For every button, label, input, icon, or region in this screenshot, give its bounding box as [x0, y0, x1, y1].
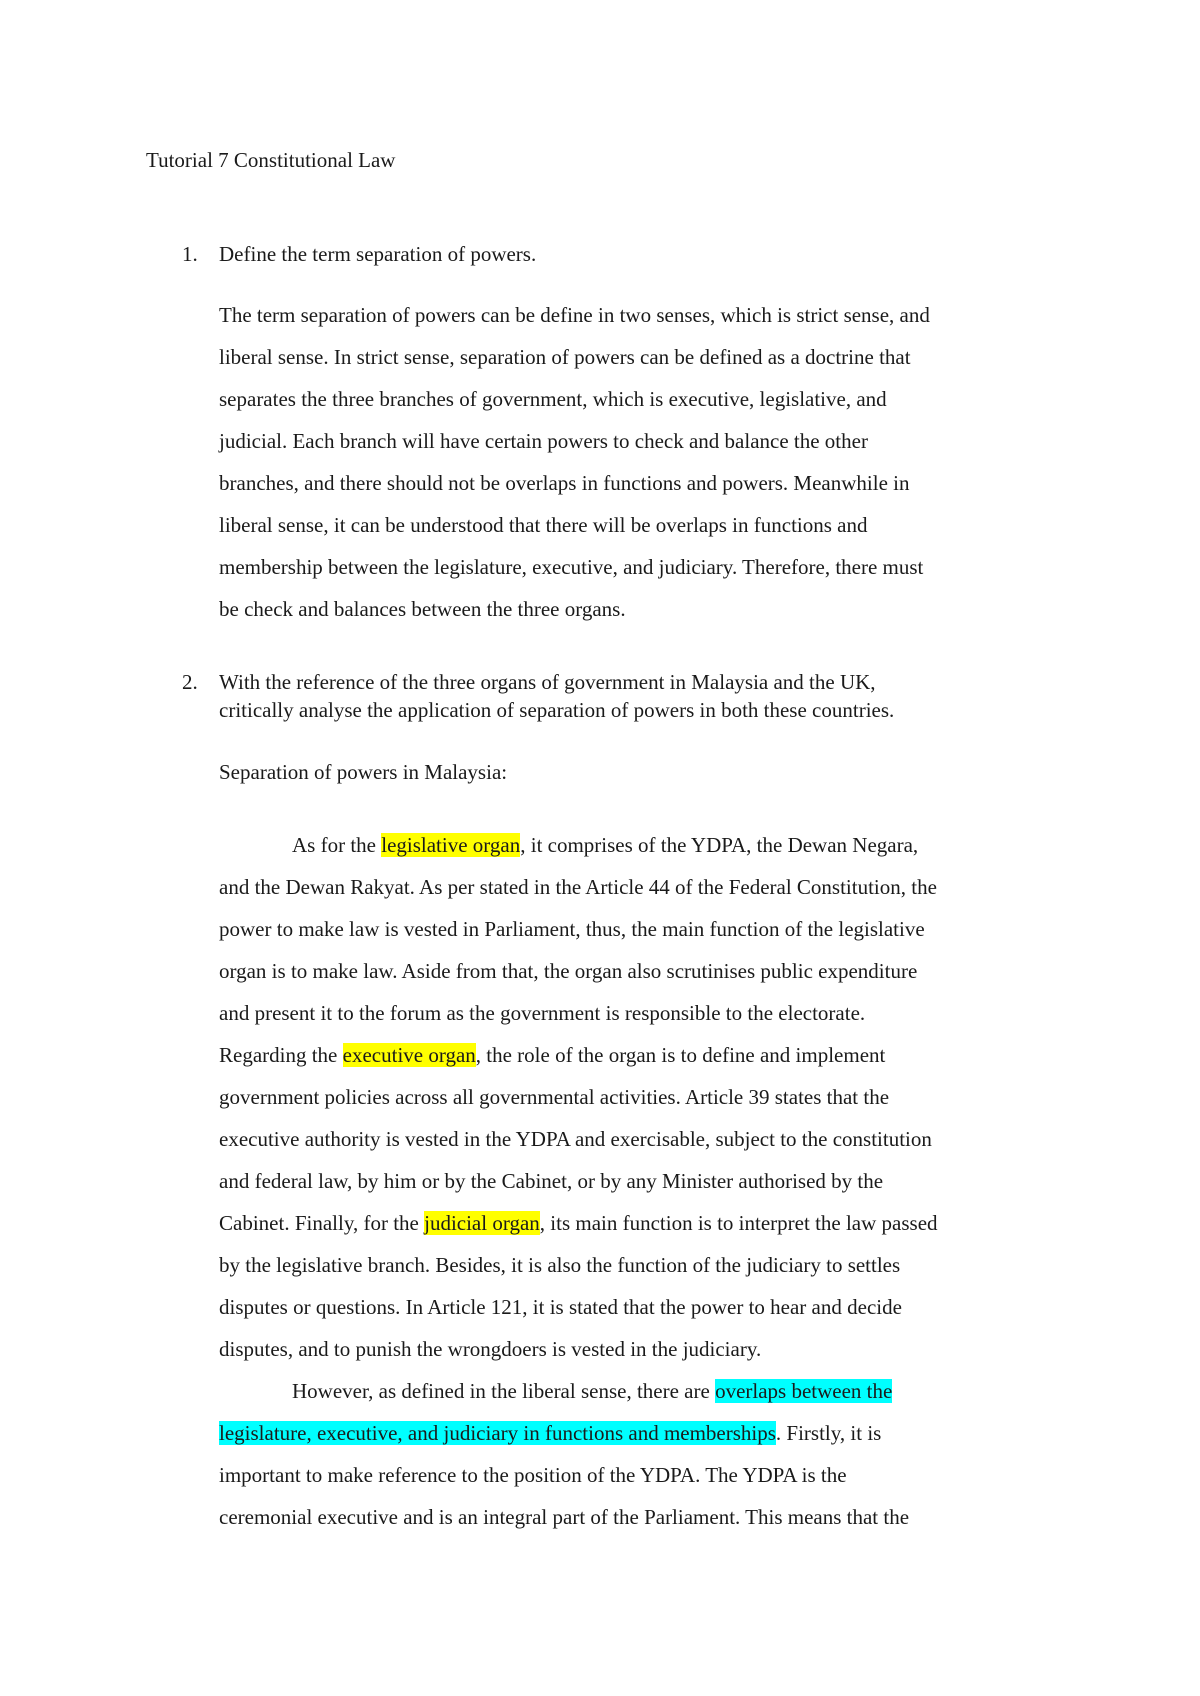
- document-title: Tutorial 7 Constitutional Law: [146, 148, 396, 172]
- answer-2-line: executive authority is vested in the YDPA and exercisable, subject to the constitution: [219, 1127, 932, 1151]
- answer-2-line: and federal law, by him or by the Cabinet, or by any Minister authorised by the: [219, 1169, 884, 1193]
- answer-2-line: Regarding the executive organ, the role of the organ is to define and implement: [219, 1043, 886, 1067]
- question-2-text: [219, 668, 1089, 724]
- answer-2-line: disputes, and to punish the wrongdoers is vested in the judiciary.: [219, 1337, 762, 1361]
- answer-2-line: ceremonial executive and is an integral part of the Parliament. This means that the: [219, 1505, 910, 1529]
- answer-1-line: membership between the legislature, executive, and judiciary. Therefore, there must: [219, 555, 924, 579]
- answer-2-line: and present it to the forum as the government is responsible to the electorate.: [219, 1001, 866, 1025]
- answer-1-line: liberal sense. In strict sense, separation of powers can be defined as a doctrine that: [219, 345, 911, 369]
- question-2-line: critically analyse the application of separation of powers in both these countries.: [219, 698, 895, 722]
- list-number-2: 2.: [182, 670, 198, 694]
- answer-2-line: power to make law is vested in Parliament, thus, the main function of the legislative: [219, 917, 925, 941]
- answer-1-line: liberal sense, it can be understood that there will be overlaps in functions and: [219, 513, 868, 537]
- answer-2-line: and the Dewan Rakyat. As per stated in the Article 44 of the Federal Constitution, the: [219, 875, 937, 899]
- answer-2-line: legislature, executive, and judiciary in functions and memberships. Firstly, it is: [219, 1421, 882, 1445]
- answer-1-paragraph: [219, 294, 1089, 630]
- answer-2-line: disputes or questions. In Article 121, it is stated that the power to hear and decide: [219, 1295, 902, 1319]
- subheading-malaysia: Separation of powers in Malaysia:: [219, 760, 508, 784]
- answer-1-line: separates the three branches of government, which is executive, legislative, and: [219, 387, 887, 411]
- highlight-judicial-organ: judicial organ: [424, 1211, 540, 1235]
- question-1-text: Define the term separation of powers.: [219, 242, 537, 266]
- question-2-line: With the reference of the three organs of government in Malaysia and the UK,: [219, 670, 876, 694]
- answer-2-line: As for the legislative organ, it comprises of the YDPA, the Dewan Negara,: [292, 833, 919, 857]
- highlight-overlaps-cont: legislature, executive, and judiciary in functions and memberships: [219, 1421, 776, 1445]
- answer-1-line: judicial. Each branch will have certain powers to check and balance the other: [219, 429, 868, 453]
- answer-2-line: important to make reference to the position of the YDPA. The YDPA is the: [219, 1463, 847, 1487]
- answer-1-line: The term separation of powers can be define in two senses, which is strict sense, and: [219, 303, 930, 327]
- list-number-1: 1.: [182, 242, 198, 266]
- answer-2-body: [219, 824, 1089, 1538]
- answer-1-line: branches, and there should not be overlaps in functions and powers. Meanwhile in: [219, 471, 910, 495]
- highlight-overlaps: overlaps between the: [715, 1379, 893, 1403]
- highlight-executive-organ: executive organ: [342, 1043, 476, 1067]
- answer-2-line: However, as defined in the liberal sense, there are overlaps between the: [292, 1379, 893, 1403]
- answer-2-line: by the legislative branch. Besides, it is also the function of the judiciary to settles: [219, 1253, 901, 1277]
- highlight-legislative-organ: legislative organ: [381, 833, 521, 857]
- answer-2-line: organ is to make law. Aside from that, the organ also scrutinises public expenditure: [219, 959, 918, 983]
- answer-2-line: government policies across all governmental activities. Article 39 states that the: [219, 1085, 890, 1109]
- answer-2-line: Cabinet. Finally, for the judicial organ, its main function is to interpret the law passed: [219, 1211, 938, 1235]
- answer-1-line: be check and balances between the three organs.: [219, 597, 626, 621]
